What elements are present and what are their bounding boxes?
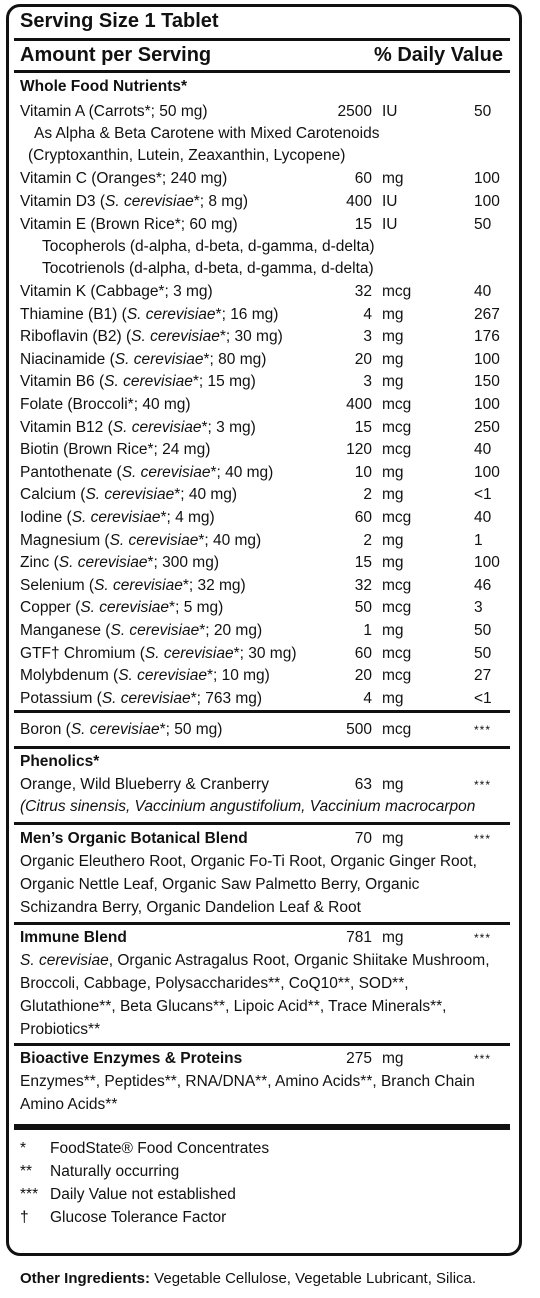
phenolics-name: Orange, Wild Blueberry & Cranberry: [20, 776, 269, 793]
section-title-mens-blend: Men’s Organic Botanical Blend: [20, 830, 248, 847]
nutrient-row: [20, 349, 506, 371]
mens-blend-amount: 70: [354, 830, 372, 847]
nutrient-row: [20, 484, 506, 506]
phenolics-unit: mg: [382, 776, 404, 793]
nutrient-dv: 100: [474, 463, 500, 481]
nutrient-name: Vitamin K (Cabbage*; 3 mg): [20, 283, 213, 300]
serving-size: Serving Size 1 Tablet: [20, 10, 219, 32]
nutrient-amount: 50: [354, 599, 372, 617]
nutrient-row: [20, 191, 506, 213]
enzymes-dv: ***: [474, 1052, 492, 1066]
nutrient-name: Calcium (S. cerevisiae*; 40 mg): [20, 486, 238, 504]
nutrient-row: [20, 575, 506, 597]
nutrient-row: [20, 214, 506, 236]
nutrient-name: Thiamine (B1) (S. cerevisiae*; 16 mg): [20, 305, 279, 323]
nutrient-dv: 250: [474, 418, 500, 436]
nutrient-dv: 40: [474, 283, 492, 300]
divider: [14, 822, 510, 825]
phenolics-amount: 63: [354, 776, 372, 793]
nutrient-amount: 2: [363, 531, 372, 549]
nutrient-name: Vitamin A (Carrots*; 50 mg): [20, 103, 208, 120]
nutrient-unit: mcg: [382, 283, 412, 300]
nutrient-name: Vitamin C (Oranges*; 240 mg): [20, 170, 228, 187]
nutrient-name: Boron (S. cerevisiae*; 50 mg): [20, 721, 223, 738]
nutrient-note: Tocotrienols (d-alpha, d-beta, d-gamma, d-delta): [42, 260, 374, 277]
nutrient-amount: 20: [354, 667, 372, 685]
nutrient-note: As Alpha & Beta Carotene with Mixed Carotenoids: [34, 125, 380, 142]
divider: [14, 710, 510, 713]
nutrient-amount: 60: [354, 509, 372, 526]
enzymes-amount: 275: [346, 1050, 372, 1067]
nutrient-row: [20, 597, 506, 619]
nutrient-dv: ***: [474, 723, 492, 737]
footnote-text: Daily Value not established: [50, 1186, 236, 1203]
nutrient-row: [20, 620, 506, 642]
nutrient-note: (Cryptoxanthin, Lutein, Zeaxanthin, Lycopene): [28, 147, 346, 164]
immune-blend-unit: mg: [382, 929, 404, 946]
nutrient-amount: 4: [363, 689, 372, 707]
nutrient-row: [20, 417, 506, 439]
immune-blend-dv: ***: [474, 931, 492, 945]
footnote-text: Naturally occurring: [50, 1163, 180, 1180]
phenolics-latin: (Citrus sinensis, Vaccinium angustifolium, Vaccinium macrocarpon: [20, 798, 476, 815]
mens-blend-header: [20, 828, 506, 850]
nutrient-name: Biotin (Brown Rice*; 24 mg): [20, 441, 211, 459]
divider: [14, 1124, 510, 1130]
nutrient-note: Tocopherols (d-alpha, d-beta, d-gamma, d-delta): [42, 238, 375, 255]
footnote-text: Glucose Tolerance Factor: [50, 1209, 227, 1226]
nutrient-dv: 150: [474, 373, 500, 391]
nutrient-dv: 1: [474, 531, 483, 549]
nutrient-amount: 15: [354, 554, 372, 572]
amount-per-serving-heading: Amount per Serving: [20, 44, 212, 66]
footnote-text: FoodState® Food Concentrates: [50, 1140, 270, 1157]
divider: [14, 38, 510, 41]
nutrient-dv: <1: [474, 689, 492, 707]
nutrient-name: Pantothenate (S. cerevisiae*; 40 mg): [20, 463, 274, 481]
nutrient-row: [20, 101, 506, 123]
nutrient-unit: mg: [382, 350, 404, 368]
section-title-phenolics: Phenolics*: [20, 753, 100, 770]
nutrient-name: Niacinamide (S. cerevisiae*; 80 mg): [20, 350, 267, 368]
nutrient-row: [20, 394, 506, 416]
footnote-symbol: ***: [20, 1186, 39, 1203]
nutrient-unit: mcg: [382, 599, 412, 617]
nutrient-row: [20, 530, 506, 552]
nutrient-dv: <1: [474, 486, 492, 504]
nutrient-unit: mg: [382, 373, 404, 391]
nutrient-amount: 3: [363, 373, 372, 391]
nutrient-row: [20, 552, 506, 574]
nutrient-dv: 50: [474, 103, 492, 120]
nutrient-unit: IU: [382, 216, 398, 233]
divider: [14, 746, 510, 749]
footnote-symbol: †: [20, 1209, 29, 1226]
footnote-symbol: **: [20, 1163, 33, 1180]
nutrient-unit: mg: [382, 328, 404, 346]
nutrient-unit: mg: [382, 622, 404, 639]
phenolics-dv: ***: [474, 778, 492, 792]
nutrient-dv: 50: [474, 216, 492, 233]
nutrient-unit: mcg: [382, 721, 412, 738]
nutrient-name: Selenium (S. cerevisiae*; 32 mg): [20, 576, 246, 594]
other-ingredients: Other Ingredients: Vegetable Cellulose, Vegetable Lubricant, Silica.: [20, 1270, 477, 1287]
nutrient-row: [20, 439, 506, 461]
nutrient-name: Vitamin B6 (S. cerevisiae*; 15 mg): [20, 373, 256, 391]
nutrient-name: GTF† Chromium (S. cerevisiae*; 30 mg): [20, 644, 297, 662]
nutrient-amount: 4: [363, 305, 372, 323]
enzymes-ingredients: Enzymes**, Peptides**, RNA/DNA**, Amino Acids**, Branch Chain Amino Acids**: [20, 1073, 475, 1113]
divider: [14, 1043, 510, 1046]
nutrient-amount: 400: [346, 396, 372, 413]
nutrient-dv: 100: [474, 554, 500, 572]
nutrient-unit: mg: [382, 554, 404, 572]
nutrient-name: Copper (S. cerevisiae*; 5 mg): [20, 599, 224, 617]
nutrient-row: [20, 688, 506, 710]
nutrient-amount: 3: [363, 328, 372, 346]
immune-blend-amount: 781: [346, 929, 372, 946]
nutrient-name: Riboflavin (B2) (S. cerevisiae*; 30 mg): [20, 328, 283, 346]
nutrient-unit: mg: [382, 305, 404, 323]
nutrient-amount: 2500: [337, 103, 372, 120]
section-title-immune-blend: Immune Blend: [20, 929, 127, 946]
nutrient-amount: 2: [363, 486, 372, 504]
nutrient-row: [20, 281, 506, 303]
enzymes-unit: mg: [382, 1050, 404, 1067]
immune-blend-header: [20, 927, 506, 949]
nutrient-unit: mcg: [382, 396, 412, 413]
section-title-enzymes: Bioactive Enzymes & Proteins: [20, 1050, 243, 1067]
nutrient-amount: 120: [346, 441, 372, 459]
daily-value-heading: % Daily Value: [374, 44, 503, 66]
nutrient-unit: mg: [382, 531, 404, 549]
nutrient-unit: IU: [382, 103, 398, 120]
nutrient-row: [20, 168, 506, 190]
nutrient-unit: mg: [382, 463, 404, 481]
mens-blend-ingredients: Organic Eleuthero Root, Organic Fo-Ti Root, Organic Ginger Root, Organic Nettle Leaf, Organic Saw Palmetto Berry, Organic Schizandra Berry, Organic Dandelion Leaf & Root: [20, 853, 477, 916]
nutrient-name: Potassium (S. cerevisiae*; 763 mg): [20, 689, 263, 707]
nutrient-amount: 32: [354, 283, 372, 300]
nutrient-row: [20, 507, 506, 529]
nutrient-amount: 60: [354, 644, 372, 662]
nutrient-dv: 50: [474, 644, 492, 662]
nutrient-dv: 100: [474, 193, 500, 210]
nutrient-amount: 500: [346, 721, 372, 738]
nutrient-unit: mg: [382, 689, 404, 707]
nutrient-unit: mcg: [382, 576, 412, 594]
nutrient-name: Iodine (S. cerevisiae*; 4 mg): [20, 509, 215, 526]
nutrient-amount: 1: [363, 622, 372, 639]
nutrient-amount: 15: [354, 418, 372, 436]
nutrient-row: [20, 326, 506, 348]
nutrient-unit: mcg: [382, 644, 412, 662]
nutrient-row: [20, 462, 506, 484]
nutrient-name: Folate (Broccoli*; 40 mg): [20, 396, 191, 413]
nutrient-row-boron: [20, 719, 506, 741]
nutrient-dv: 100: [474, 170, 500, 187]
nutrient-dv: 40: [474, 509, 492, 526]
nutrient-dv: 40: [474, 441, 492, 459]
nutrient-name: Zinc (S. cerevisiae*; 300 mg): [20, 554, 219, 572]
nutrient-row: [20, 643, 506, 665]
nutrient-name: Vitamin E (Brown Rice*; 60 mg): [20, 216, 238, 233]
mens-blend-unit: mg: [382, 830, 404, 847]
nutrient-amount: 20: [354, 350, 372, 368]
nutrient-name: Magnesium (S. cerevisiae*; 40 mg): [20, 531, 262, 549]
divider: [14, 922, 510, 925]
phenolics-row: [20, 774, 506, 796]
nutrient-dv: 100: [474, 350, 500, 368]
nutrient-amount: 15: [354, 216, 372, 233]
nutrient-amount: 400: [346, 193, 372, 210]
nutrient-amount: 60: [354, 170, 372, 187]
nutrient-unit: mg: [382, 486, 404, 504]
nutrient-amount: 32: [354, 576, 372, 594]
nutrient-name: Manganese (S. cerevisiae*; 20 mg): [20, 622, 263, 639]
section-title-whole-food: Whole Food Nutrients*: [20, 78, 188, 95]
nutrient-dv: 27: [474, 667, 492, 685]
nutrient-unit: mcg: [382, 418, 412, 436]
mens-blend-dv: ***: [474, 832, 492, 846]
nutrient-dv: 3: [474, 599, 483, 617]
nutrient-unit: IU: [382, 193, 398, 210]
footnote-symbol: *: [20, 1140, 27, 1157]
enzymes-header: [20, 1048, 506, 1070]
nutrient-dv: 176: [474, 328, 500, 346]
nutrient-name: Molybdenum (S. cerevisiae*; 10 mg): [20, 667, 270, 685]
divider: [14, 70, 510, 73]
nutrient-unit: mcg: [382, 441, 412, 459]
nutrient-dv: 267: [474, 305, 500, 323]
immune-blend-ingredients: S. cerevisiae, Organic Astragalus Root, Organic Shiitake Mushroom, Broccoli, Cabbage, Polysaccharides**, CoQ10**, SOD**, Glutathione**, Beta Glucans**, Lipoic Acid**, Trace Minerals**, Probiotics**: [20, 952, 490, 1038]
nutrient-row: [20, 371, 506, 393]
nutrient-unit: mg: [382, 170, 404, 187]
nutrient-amount: 10: [354, 463, 372, 481]
nutrient-unit: mcg: [382, 667, 412, 685]
nutrient-name: Vitamin D3 (S. cerevisiae*; 8 mg): [20, 193, 248, 210]
nutrient-name: Vitamin B12 (S. cerevisiae*; 3 mg): [20, 418, 256, 436]
nutrient-dv: 46: [474, 576, 492, 594]
nutrient-unit: mcg: [382, 509, 412, 526]
nutrient-dv: 100: [474, 396, 500, 413]
nutrient-row: [20, 665, 506, 687]
nutrient-row: [20, 304, 506, 326]
nutrient-dv: 50: [474, 622, 492, 639]
